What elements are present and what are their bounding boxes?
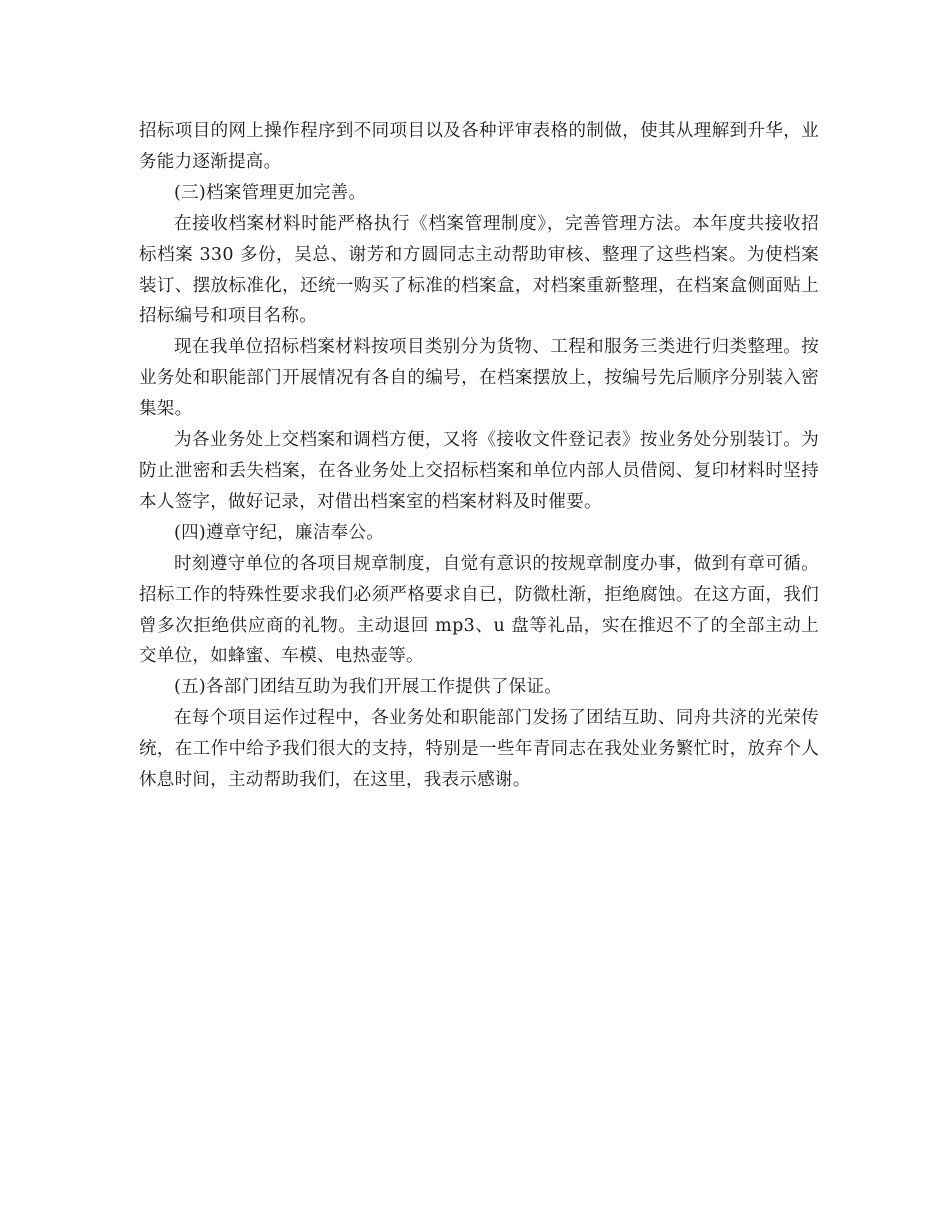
paragraph-archive-classification: 现在我单位招标档案材料按项目类别分为货物、工程和服务三类进行归类整理。按业务处和职能部门开展情况有各自的编号，在档案摆放上，按编号先后顺序分别装入密集架。 bbox=[139, 337, 819, 420]
paragraph-archive-binding: 为各业务处上交档案和调档方便，又将《接收文件登记表》按业务处分别装订。为防止泄密和丢失档案，在各业务处上交招标档案和单位内部人员借阅、复印材料时坚持本人签字，做好记录，对借出档案室的档案材料及时催要。 bbox=[139, 430, 819, 512]
paragraph-cooperation: 在每个项目运作过程中，各业务处和职能部门发扬了团结互助、同舟共济的光荣传统，在工作中给予我们很大的支持，特别是一些年青同志在我处业务繁忙时，放弃个人休息时间，主动帮助我们，在这里，我表示感谢。 bbox=[139, 708, 819, 791]
document-body bbox=[139, 116, 819, 796]
paragraph-archive-receiving: 在接收档案材料时能严格执行《档案管理制度》，完善管理方法。本年度共接收招标档案 330 多份，吴总、谢芳和方圆同志主动帮助审核、整理了这些档案。为使档案装订、摆放标准化，还统一购买了标准的档案盒，对档案重新整理，在档案盒侧面贴上招标编号和项目名称。 bbox=[139, 213, 819, 327]
section-heading-cooperation: (五)各部门团结互助为我们开展工作提供了保证。 bbox=[174, 677, 563, 698]
paragraph-discipline: 时刻遵守单位的各项目规章制度，自觉有意识的按规章制度办事，做到有章可循。招标工作的特殊性要求我们必须严格要求自已，防微杜渐，拒绝腐蚀。在这方面，我们曾多次拒绝供应商的礼物。主动退回 mp3、u 盘等礼品，实在推迟不了的全部主动上交单位，如蜂蜜、车模、电热壶等。 bbox=[139, 553, 819, 667]
paragraph-continuation: 招标项目的网上操作程序到不同项目以及各种评审表格的制做，使其从理解到升华，业务能力逐渐提高。 bbox=[139, 121, 819, 172]
section-heading-archives: (三)档案管理更加完善。 bbox=[174, 182, 367, 203]
section-heading-discipline: (四)遵章守纪，廉洁奉公。 bbox=[174, 522, 385, 543]
